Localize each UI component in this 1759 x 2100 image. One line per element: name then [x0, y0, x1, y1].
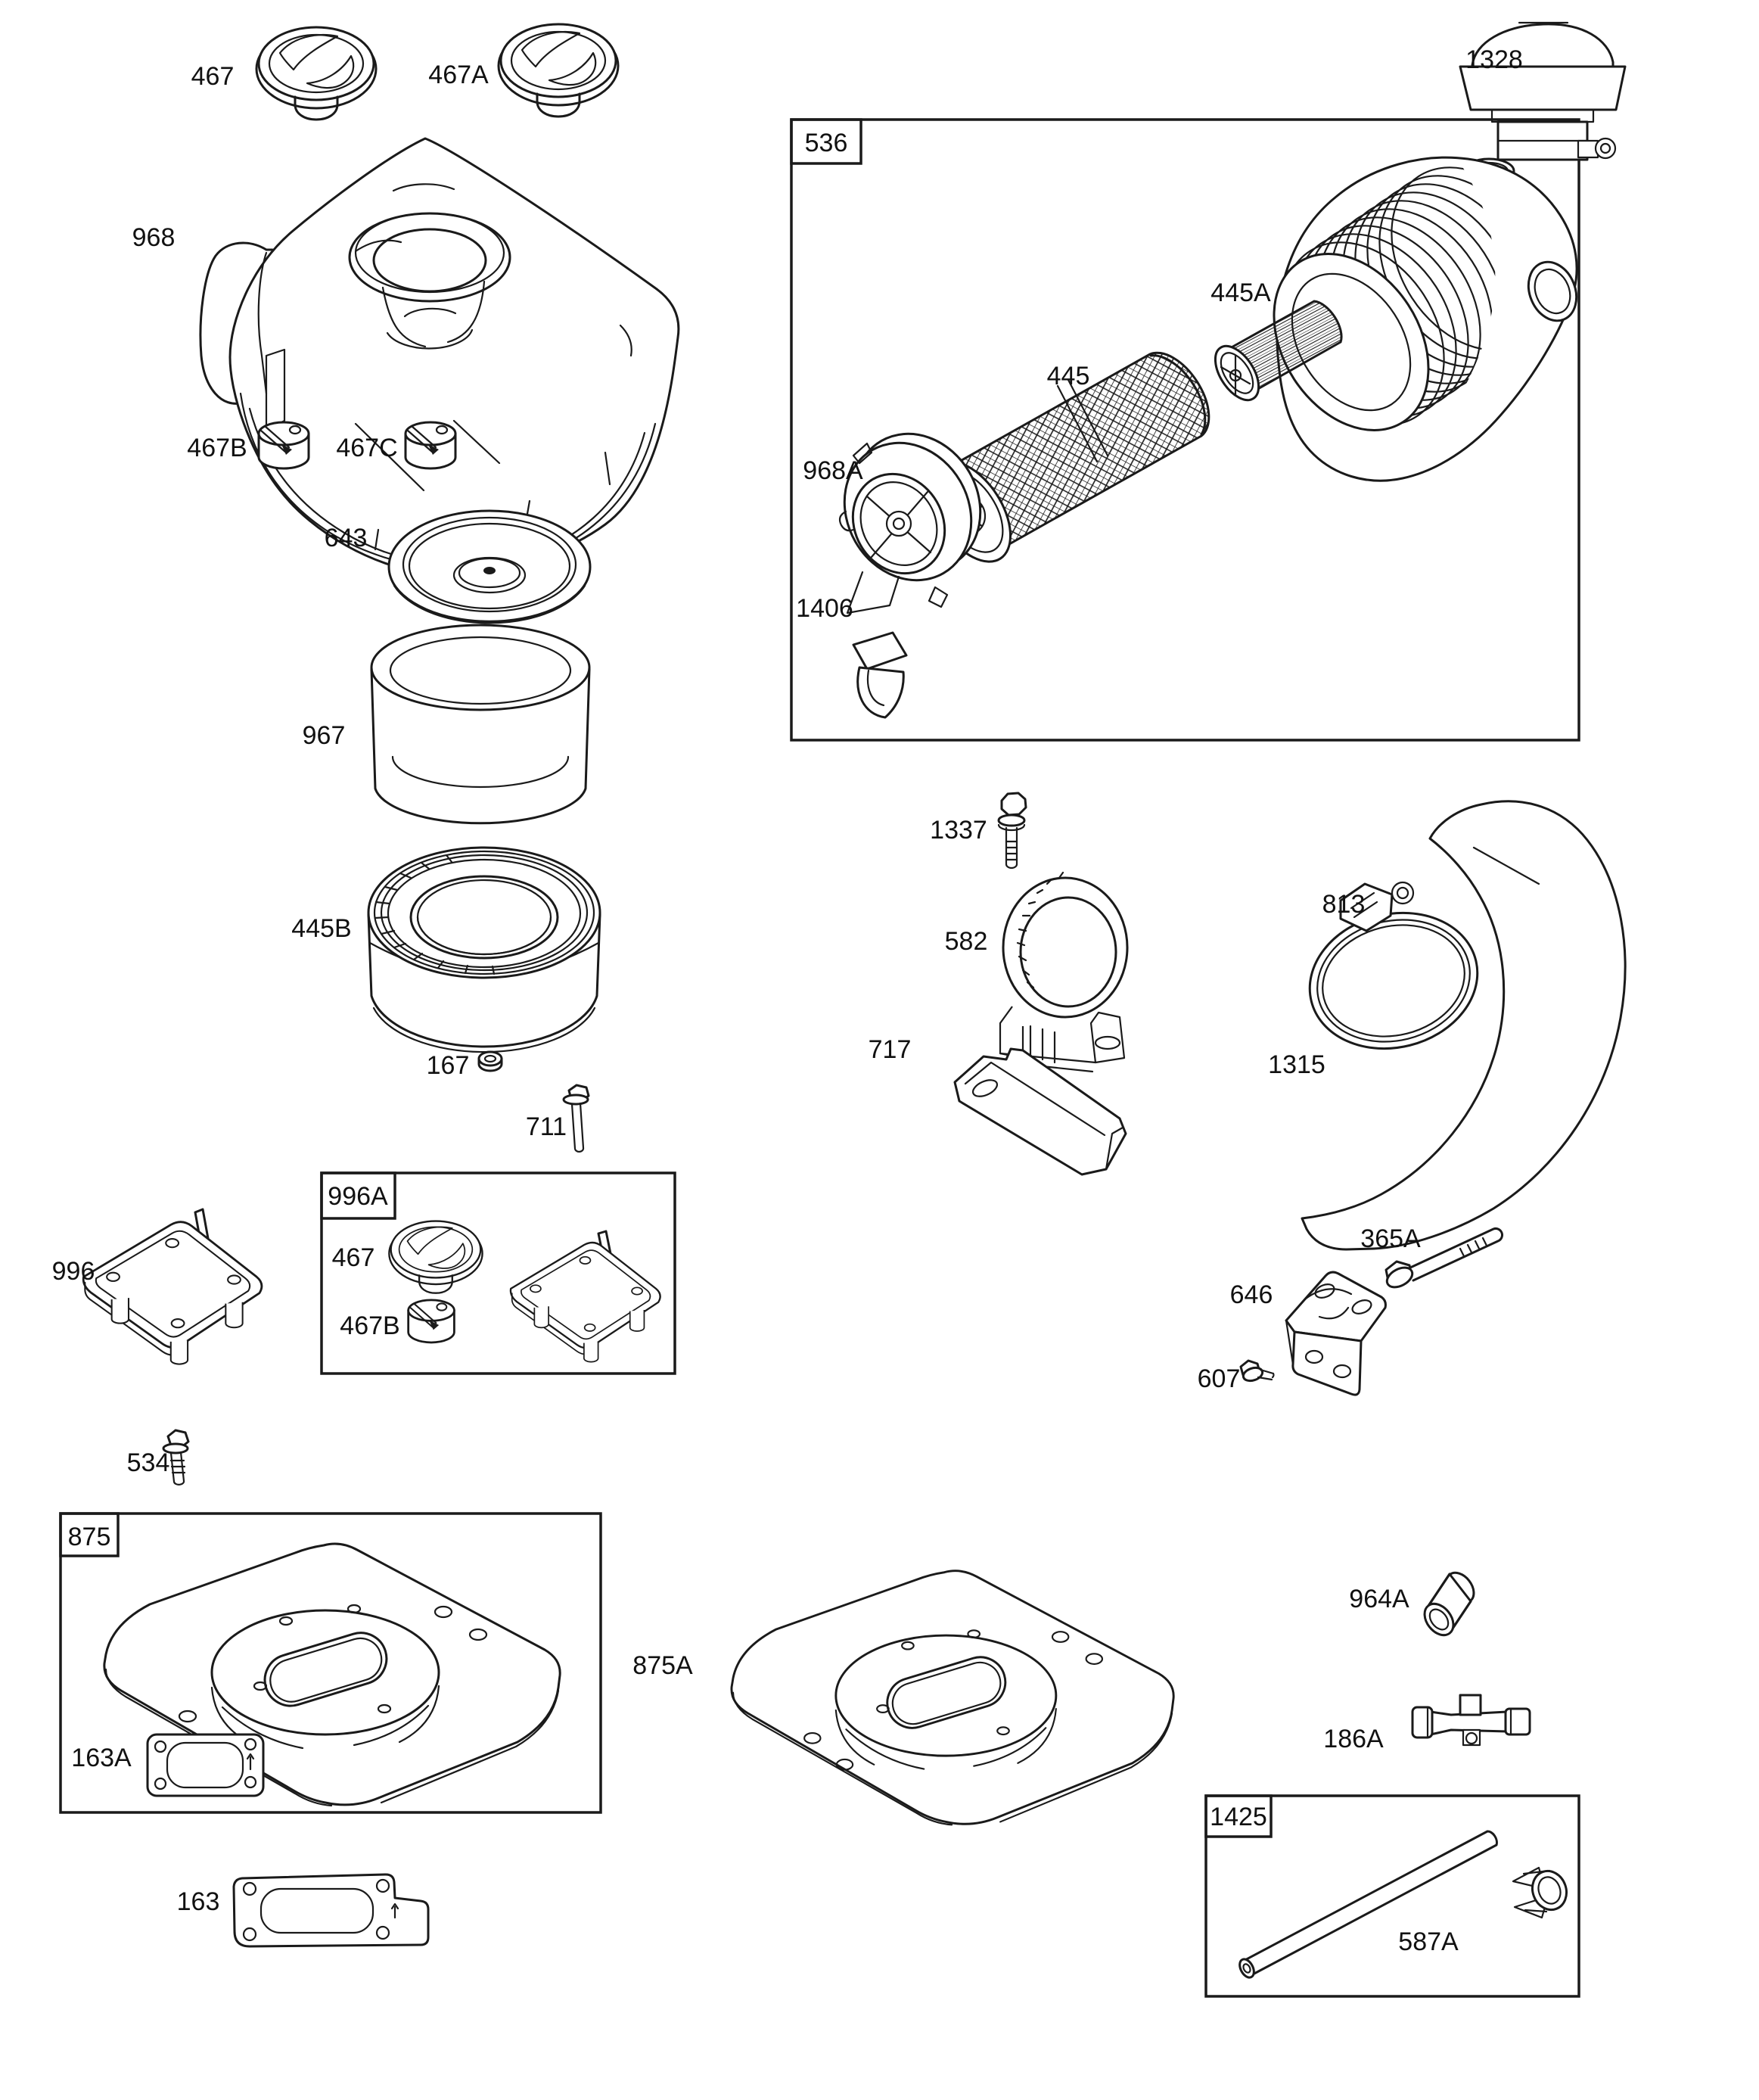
part-1406-boot-drawing	[853, 633, 906, 717]
part-label-813: 813	[1322, 890, 1366, 919]
part-label-186a: 186A	[1323, 1725, 1384, 1753]
part-996a-cap-drawing	[389, 1221, 482, 1293]
part-1337-bolt-drawing	[999, 793, 1026, 868]
part-label-445a: 445A	[1210, 278, 1271, 307]
part-711-screw-drawing	[564, 1085, 589, 1152]
part-label-467b: 467B	[187, 434, 247, 462]
part-label-1315: 1315	[1268, 1050, 1325, 1079]
part-646-bracket-drawing	[1286, 1272, 1385, 1395]
part-label-365a: 365A	[1360, 1224, 1421, 1253]
part-label-967: 967	[302, 721, 346, 750]
group-536-box	[791, 120, 1586, 740]
part-163a-gasket-drawing	[148, 1734, 263, 1796]
part-label-607: 607	[1197, 1364, 1241, 1393]
part-587a-tube-drawing	[1237, 1831, 1497, 1980]
part-1315-hose-drawing	[1302, 801, 1625, 1249]
part-label-646: 646	[1229, 1280, 1273, 1309]
part-label-1337: 1337	[930, 816, 987, 845]
part-996-stud-plate-drawing	[83, 1209, 262, 1364]
part-717-bracket-drawing	[955, 1049, 1126, 1174]
part-label-467a: 467A	[428, 61, 489, 89]
part-label-534: 534	[126, 1448, 170, 1477]
part-label-582: 582	[944, 927, 988, 956]
part-967-body-drawing	[371, 625, 589, 823]
part-996a-stud-plate-drawing	[511, 1231, 660, 1362]
box-label-536: 536	[804, 129, 848, 157]
part-label-996a-467b: 467B	[340, 1311, 400, 1340]
part-label-163a: 163A	[71, 1744, 132, 1772]
part-186a-fitting-drawing	[1412, 1695, 1530, 1745]
part-1328-precleaner-drawing	[1460, 23, 1625, 160]
part-label-467: 467	[191, 62, 235, 91]
part-label-996a-467: 467	[331, 1243, 375, 1272]
part-label-587a: 587A	[1398, 1927, 1459, 1956]
part-875a-plate-drawing	[732, 1571, 1173, 1825]
part-643-plate-drawing	[389, 511, 590, 623]
part-587a-clamp-drawing	[1513, 1866, 1572, 1918]
part-label-1406: 1406	[796, 594, 853, 623]
part-label-445: 445	[1046, 362, 1090, 390]
part-label-445b: 445B	[291, 914, 352, 943]
part-445b-filter-drawing	[368, 848, 600, 1052]
part-163-gasket-drawing	[234, 1874, 428, 1946]
part-467a-cap-drawing	[499, 24, 618, 117]
part-582-clamp-drawing	[1000, 873, 1127, 1072]
part-label-964a: 964A	[1349, 1585, 1409, 1613]
part-label-968a: 968A	[803, 456, 863, 485]
box-label-875: 875	[67, 1523, 111, 1551]
box-label-1425: 1425	[1210, 1803, 1267, 1831]
part-label-163: 163	[176, 1887, 220, 1916]
part-label-467c: 467C	[336, 434, 398, 462]
part-467c-clip-nut-drawing	[406, 422, 455, 468]
part-964a-bushing-drawing	[1419, 1567, 1479, 1641]
part-996a-clip-nut-drawing	[409, 1300, 455, 1342]
part-167-nut-drawing	[479, 1052, 502, 1071]
part-label-875a: 875A	[632, 1651, 693, 1680]
part-label-996: 996	[51, 1257, 95, 1286]
box-label-996a: 996A	[328, 1182, 388, 1211]
part-467-cap-drawing	[256, 27, 376, 120]
group-875-box	[61, 1514, 601, 1812]
part-label-167: 167	[426, 1051, 470, 1080]
part-label-711: 711	[525, 1112, 567, 1141]
part-label-968: 968	[132, 223, 176, 252]
part-label-1328: 1328	[1465, 45, 1523, 74]
part-467b-clip-nut-drawing	[259, 422, 309, 468]
part-label-643: 643	[324, 524, 368, 552]
part-label-717: 717	[868, 1035, 912, 1064]
part-536-housing-drawing	[1242, 137, 1587, 481]
part-607-bolt-drawing	[1241, 1361, 1273, 1383]
part-968a-cover-drawing	[820, 411, 1005, 613]
part-968-cover-drawing	[200, 138, 679, 574]
